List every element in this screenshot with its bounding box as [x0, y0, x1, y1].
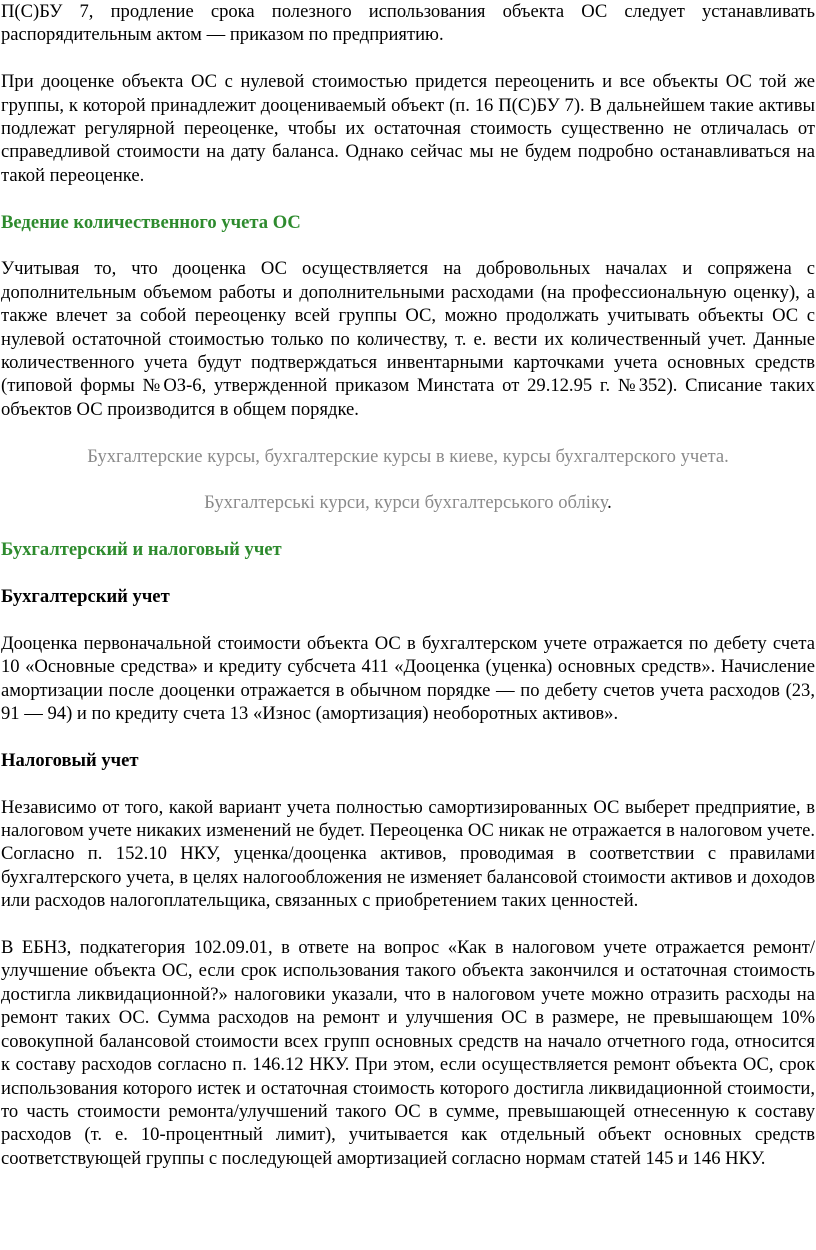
paragraph-gap — [1, 772, 815, 795]
paragraph-kolichestvenny-uchet: Учитывая то, что дооценка ОС осуществляется на добровольных началах и сопряжена с дополнительным объемом работы и дополнительными расходами (на профессиональную оценку), а также влечет за собой переоценку всей группы ОС, можно продолжать учитывать объекты ОС с нулевой остаточной стоимостью только по количеству, т. е. вести их количественный учет. Данные количественного учета будут подтверждаться инвентарными карточками учета основных средств (типовой формы №ОЗ-6, утвержденной приказом Минстата от 29.12.95 г. №352). Списание таких объектов ОС производится в общем порядке. — [1, 258, 815, 420]
paragraph-gap — [1, 913, 815, 936]
paragraph-ebnz: В ЕБНЗ, подкатегория 102.09.01, в ответе на вопрос «Как в налоговом учете отражается ремонт/улучшение объекта ОС, если срок использования такого объекта закончился и остаточная стоимость достигла ликвидационной?» налоговики указали, что в налоговом учете можно отразить расходы на ремонт таких ОС. Сумма расходов на ремонт и улучшения ОС в размере, не превышающем 10% совокупной балансовой стоимости всех групп основных средств на начало отчетного года, относится к составу расходов согласно п. 146.12 НКУ. При этом, если осуществляется ремонт объекта ОС, срок использования которого истек и остаточная стоимость которого достигла ликвидационной стоимости, то часть стоимости ремонта/улучшений такого ОС в сумме, превышающей отнесенную к составу расходов (т. е. 10-процентный лимит), учитывается как отдельный объект основных средств соответствующей группы с последующей амортизацией согласно нормам статей 145 и 146 НКУ. — [1, 937, 815, 1169]
subheading-nalog-uchet: Налоговый учет — [1, 749, 139, 771]
ad-link-courses-ua-text[interactable]: Бухгалтерські курси, курси бухгалтерського обліку — [204, 492, 608, 514]
paragraph-gap — [1, 515, 815, 538]
subheading-buh-uchet: Бухгалтерский учет — [1, 586, 170, 608]
paragraph-buh-uchet: Дооценка первоначальной стоимости объекта ОС в бухгалтерском учете отражается по дебету счета 10 «Основные средства» и кредиту субсчета 411 «Дооценка (уценка) основных средств». Начисление амортизации после дооценки отражается в обычном порядке — по дебету счетов учета расходов (23, 91 — 94) и по кредиту счета 13 «Износ (амортизация) необоротных активов». — [1, 632, 815, 725]
paragraph-gap — [1, 421, 815, 444]
paragraph-gap — [1, 234, 815, 257]
paragraph-srok-ispolzovaniya: П(С)БУ 7, продление срока полезного использования объекта ОС следует устанавливать распорядительным актом — приказом по предприятию. — [1, 1, 815, 46]
paragraph-gap — [1, 187, 815, 210]
paragraph-nalog-uchet: Независимо от того, какой вариант учета полностью самортизированных ОС выберет предприятие, в налоговом учете никаких изменений не будет. Переоценка ОС никак не отражается в налоговом учете. Согласно п. 152.10 НКУ, уценка/дооценка активов, проводимая в соответствии с правилами бухгалтерского учета, в целях налогообложения не изменяет балансовой стоимости активов и доходов или расходов налогоплательщика, связанных с приобретением таких ценностей. — [1, 796, 815, 912]
section-heading-buh-nalog-uchet: Бухгалтерский и налоговый учет — [1, 539, 282, 561]
paragraph-dootsenka: При дооценке объекта ОС с нулевой стоимостью придется переоценить и все объекты ОС той же группы, к которой принадлежит дооцениваемый объект (п. 16 П(С)БУ 7). В дальнейшем такие активы подлежат регулярной переоценке, чтобы их остаточная стоимость существенно не отличалась от справедливой стоимости на дату баланса. Однако сейчас мы не будем подробно останавливаться на такой переоценке. — [1, 71, 815, 186]
ad-link-courses-ru-text[interactable]: Бухгалтерские курсы, бухгалтерские курсы в киеве, курсы бухгалтерского учета. — [87, 445, 729, 467]
paragraph-gap — [1, 608, 815, 631]
ad-link-courses-ua[interactable] — [1, 491, 815, 514]
paragraph-gap — [1, 562, 815, 585]
paragraph-gap — [1, 725, 815, 748]
section-heading-kolichestvenny-uchet: Ведение количественного учета ОС — [1, 211, 301, 233]
paragraph-gap — [1, 468, 815, 491]
ad-link-dot: . — [607, 492, 612, 514]
paragraph-gap — [1, 47, 815, 70]
ad-link-courses-ru[interactable] — [1, 445, 815, 468]
